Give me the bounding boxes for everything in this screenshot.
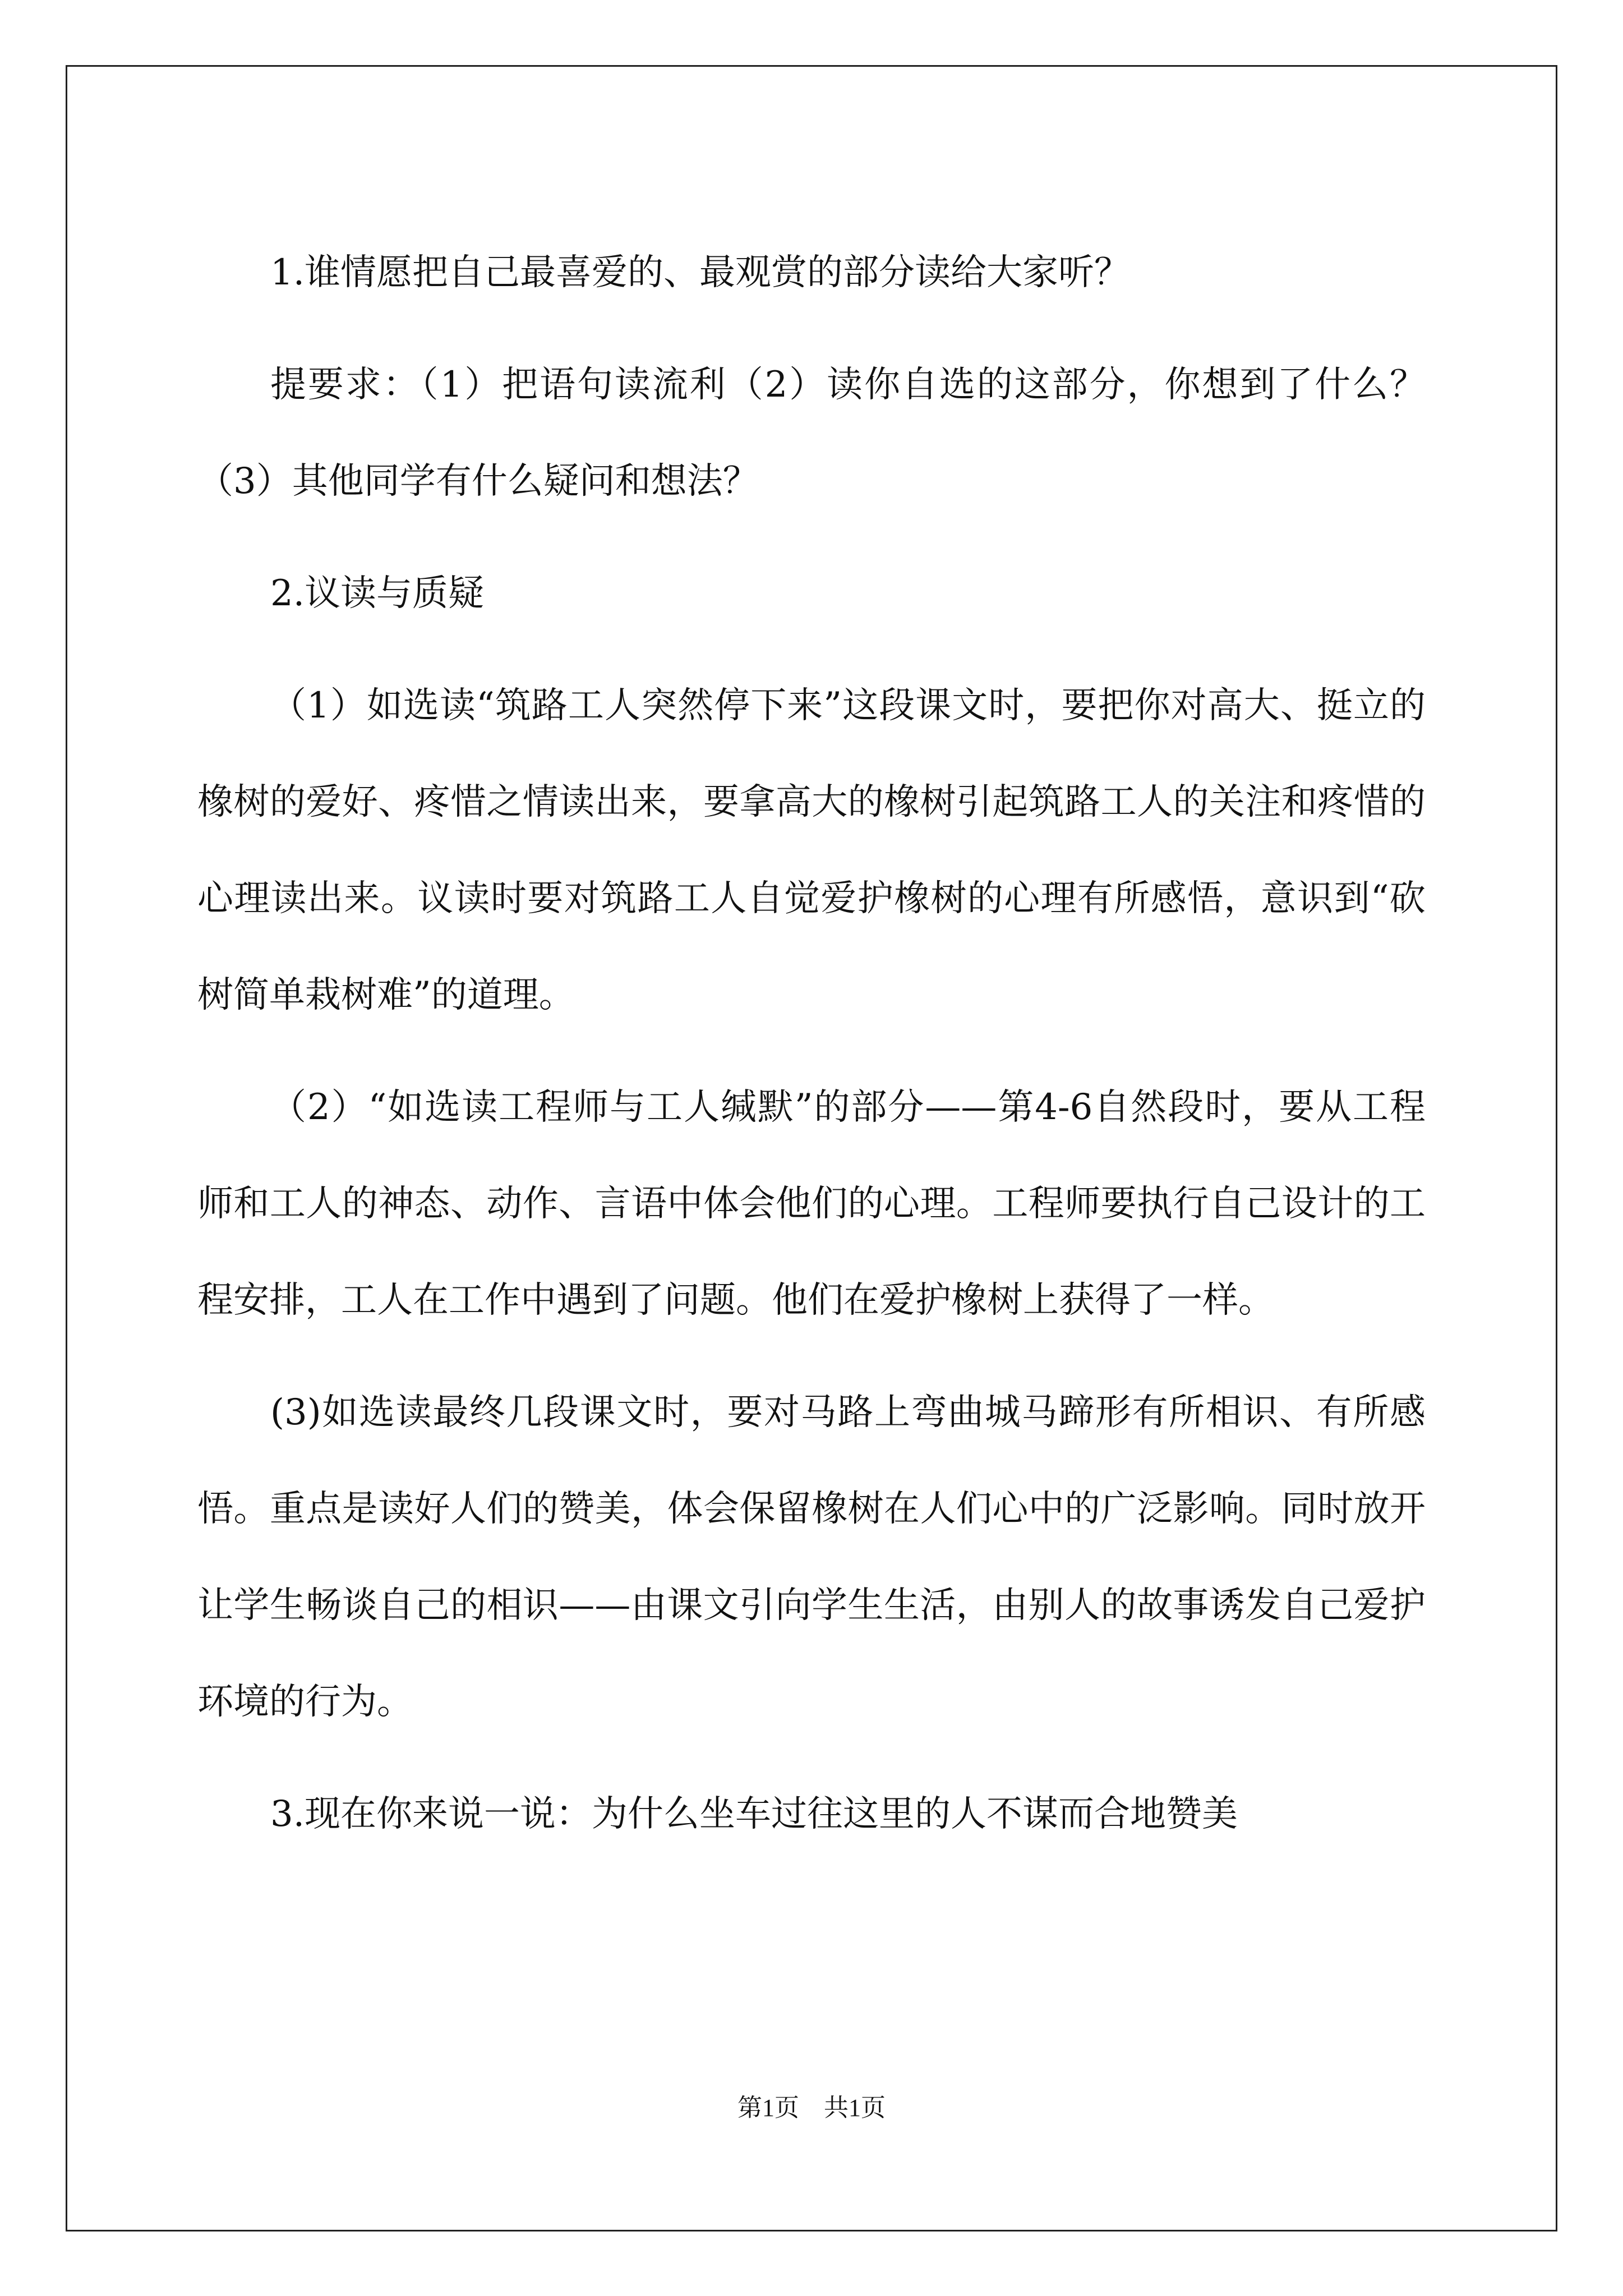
paragraph-requirements: 提要求：（1）把语句读流利（2）读你自选的这部分，你想到了什么？（3）其他同学有什么疑问和想法？	[197, 364, 1426, 502]
paragraph-question-1: 1.谁情愿把自己最喜爱的、最观赏的部分读给大家听？	[270, 252, 1131, 293]
page-number-footer: 第1页 共1页	[737, 2094, 886, 2122]
paragraph-point-2: （2）“如选读工程师与工人缄默”的部分——第4-6自然段时，要从工程师和工人的神态、动作、言语中体会他们的心理。工程师要执行自己设计的工程安排，工人在工作中遇到了问题。他们在爱护橡树上获得了一样。	[197, 1087, 1426, 1321]
paragraph-question-3: 3.现在你来说一说：为什么坐车过往这里的人不谋而合地赞美	[270, 1793, 1238, 1835]
document-body	[197, 224, 1426, 1862]
paragraph-point-3: (3)如选读最终几段课文时，要对马路上弯曲城马蹄形有所相识、有所感悟。重点是读好人们的赞美，体会保留橡树在人们心中的广泛影响。同时放开让学生畅谈自己的相识——由课文引向学生生活，由别人的故事诱发自己爱护环境的行为。	[197, 1392, 1426, 1723]
paragraph-point-1: （1）如选读“筑路工人突然停下来”这段课文时，要把你对高大、挺立的橡树的爱好、疼惜之情读出来，要拿高大的橡树引起筑路工人的关注和疼惜的心理读出来。议读时要对筑路工人自觉爱护橡树的心理有所感悟，意识到“砍树简单栽树难”的道理。	[197, 685, 1426, 1016]
paragraph-section-2-heading: 2.议读与质疑	[270, 573, 485, 614]
